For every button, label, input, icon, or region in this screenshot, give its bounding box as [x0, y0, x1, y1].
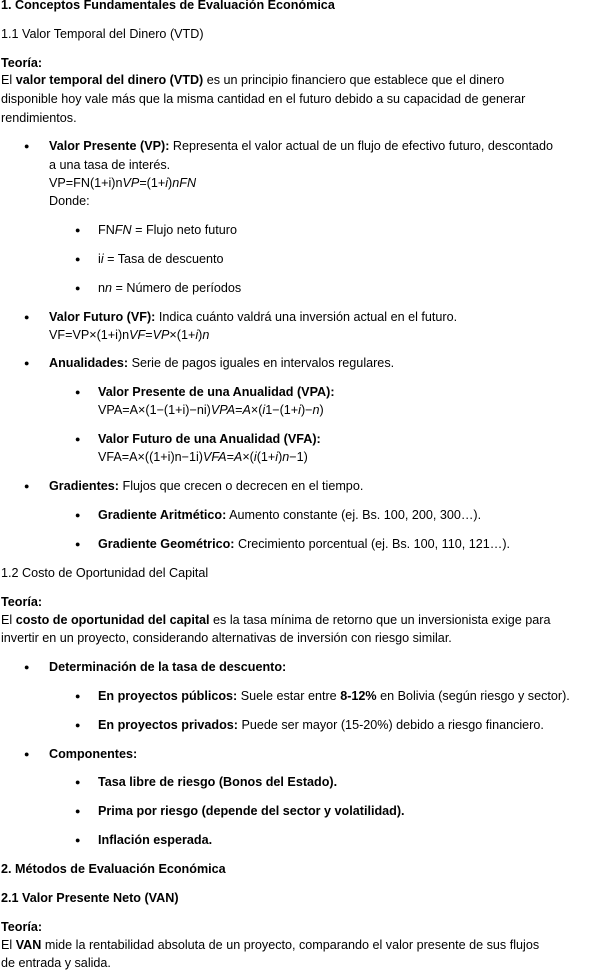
bullet-icon: ●: [24, 312, 30, 322]
n-definition: nn = Número de períodos: [98, 281, 242, 295]
bullet-icon: ●: [75, 777, 81, 787]
bullet-icon: ●: [75, 720, 81, 730]
bullet-icon: ●: [75, 283, 81, 293]
vtd-teoria-label: Teoría:: [1, 56, 43, 70]
vpa-formula: VPA=A×(1−(1+i)−ni)VPA=A×(i1−(1+i)−n): [98, 403, 324, 417]
bullet-icon: ●: [75, 835, 81, 845]
bullet-icon: ●: [75, 691, 81, 701]
proyectos-publicos: En proyectos públicos: Suele estar entre 8-12% en Bolivia (según riesgo y sector).: [98, 689, 570, 703]
coc-teoria-label: Teoría:: [1, 595, 43, 609]
gradientes-item: Gradientes: Flujos que crecen o decrecen en el tiempo.: [49, 479, 364, 493]
van-title: 2.1 Valor Presente Neto (VAN): [1, 891, 179, 905]
determinacion-label: Determinación de la tasa de descuento:: [49, 660, 287, 674]
section-2-title: 2. Métodos de Evaluación Económica: [1, 862, 226, 876]
bullet-icon: ●: [75, 806, 81, 816]
vfa-label: Valor Futuro de una Anualidad (VFA):: [98, 432, 321, 446]
fn-definition: FNFN = Flujo neto futuro: [98, 223, 237, 237]
bullet-icon: ●: [24, 141, 30, 151]
bullet-icon: ●: [75, 225, 81, 235]
vp-item-line2: a una tasa de interés.: [49, 158, 171, 172]
vp-formula: VP=FN(1+i)nVP=(1+i)nFN: [49, 176, 197, 190]
vf-formula: VF=VP×(1+i)nVF=VP×(1+i)n: [49, 328, 210, 342]
gradiente-geometrico: Gradiente Geométrico: Crecimiento porcentual (ej. Bs. 100, 110, 121…).: [98, 537, 511, 551]
componente-3: Inflación esperada.: [98, 833, 213, 847]
bullet-icon: ●: [24, 358, 30, 368]
vp-item-line1: Valor Presente (VP): Representa el valor actual de un flujo de efectivo futuro, descontado: [49, 139, 554, 153]
bullet-icon: ●: [75, 254, 81, 264]
i-definition: ii = Tasa de descuento: [98, 252, 224, 266]
componente-1: Tasa libre de riesgo (Bonos del Estado).: [98, 775, 338, 789]
coc-paragraph-line1: El costo de oportunidad del capital es la tasa mínima de retorno que un inversionista exige para: [1, 613, 551, 627]
bullet-icon: ●: [75, 387, 81, 397]
van-paragraph-line2: de entrada y salida.: [1, 956, 111, 970]
vtd-paragraph-line3: rendimientos.: [1, 111, 77, 125]
bullet-icon: ●: [24, 481, 30, 491]
van-teoria-label: Teoría:: [1, 920, 43, 934]
componente-2: Prima por riesgo (depende del sector y volatilidad).: [98, 804, 405, 818]
anualidades-item: Anualidades: Serie de pagos iguales en intervalos regulares.: [49, 356, 395, 370]
bullet-icon: ●: [24, 662, 30, 672]
vtd-title: 1.1 Valor Temporal del Dinero (VTD): [1, 27, 204, 41]
section-1-title: 1. Conceptos Fundamentales de Evaluación Económica: [1, 0, 335, 12]
componentes-label: Componentes:: [49, 747, 138, 761]
proyectos-privados: En proyectos privados: Puede ser mayor (15-20%) debido a riesgo financiero.: [98, 718, 544, 732]
gradiente-aritmetico: Gradiente Aritmético: Aumento constante (ej. Bs. 100, 200, 300…).: [98, 508, 482, 522]
coc-title: 1.2 Costo de Oportunidad del Capital: [1, 566, 209, 580]
bullet-icon: ●: [75, 539, 81, 549]
vtd-paragraph-line2: disponible hoy vale más que la misma cantidad en el futuro debido a su capacidad de generar: [1, 92, 526, 106]
coc-paragraph-line2: invertir en un proyecto, considerando alternativas de inversión con riesgo similar.: [1, 631, 452, 645]
vpa-label: Valor Presente de una Anualidad (VPA):: [98, 385, 335, 399]
vtd-paragraph-line1: El valor temporal del dinero (VTD) es un principio financiero que establece que el dinero: [1, 73, 505, 87]
van-paragraph-line1: El VAN mide la rentabilidad absoluta de un proyecto, comparando el valor presente de sus flujos: [1, 938, 540, 952]
bullet-icon: ●: [75, 510, 81, 520]
donde-label: Donde:: [49, 194, 90, 208]
vf-item: Valor Futuro (VF): Indica cuánto valdrá una inversión actual en el futuro.: [49, 310, 458, 324]
bullet-icon: ●: [75, 434, 81, 444]
bullet-icon: ●: [24, 749, 30, 759]
vfa-formula: VFA=A×((1+i)n−1i)VFA=A×(i(1+i)n−1): [98, 450, 308, 464]
